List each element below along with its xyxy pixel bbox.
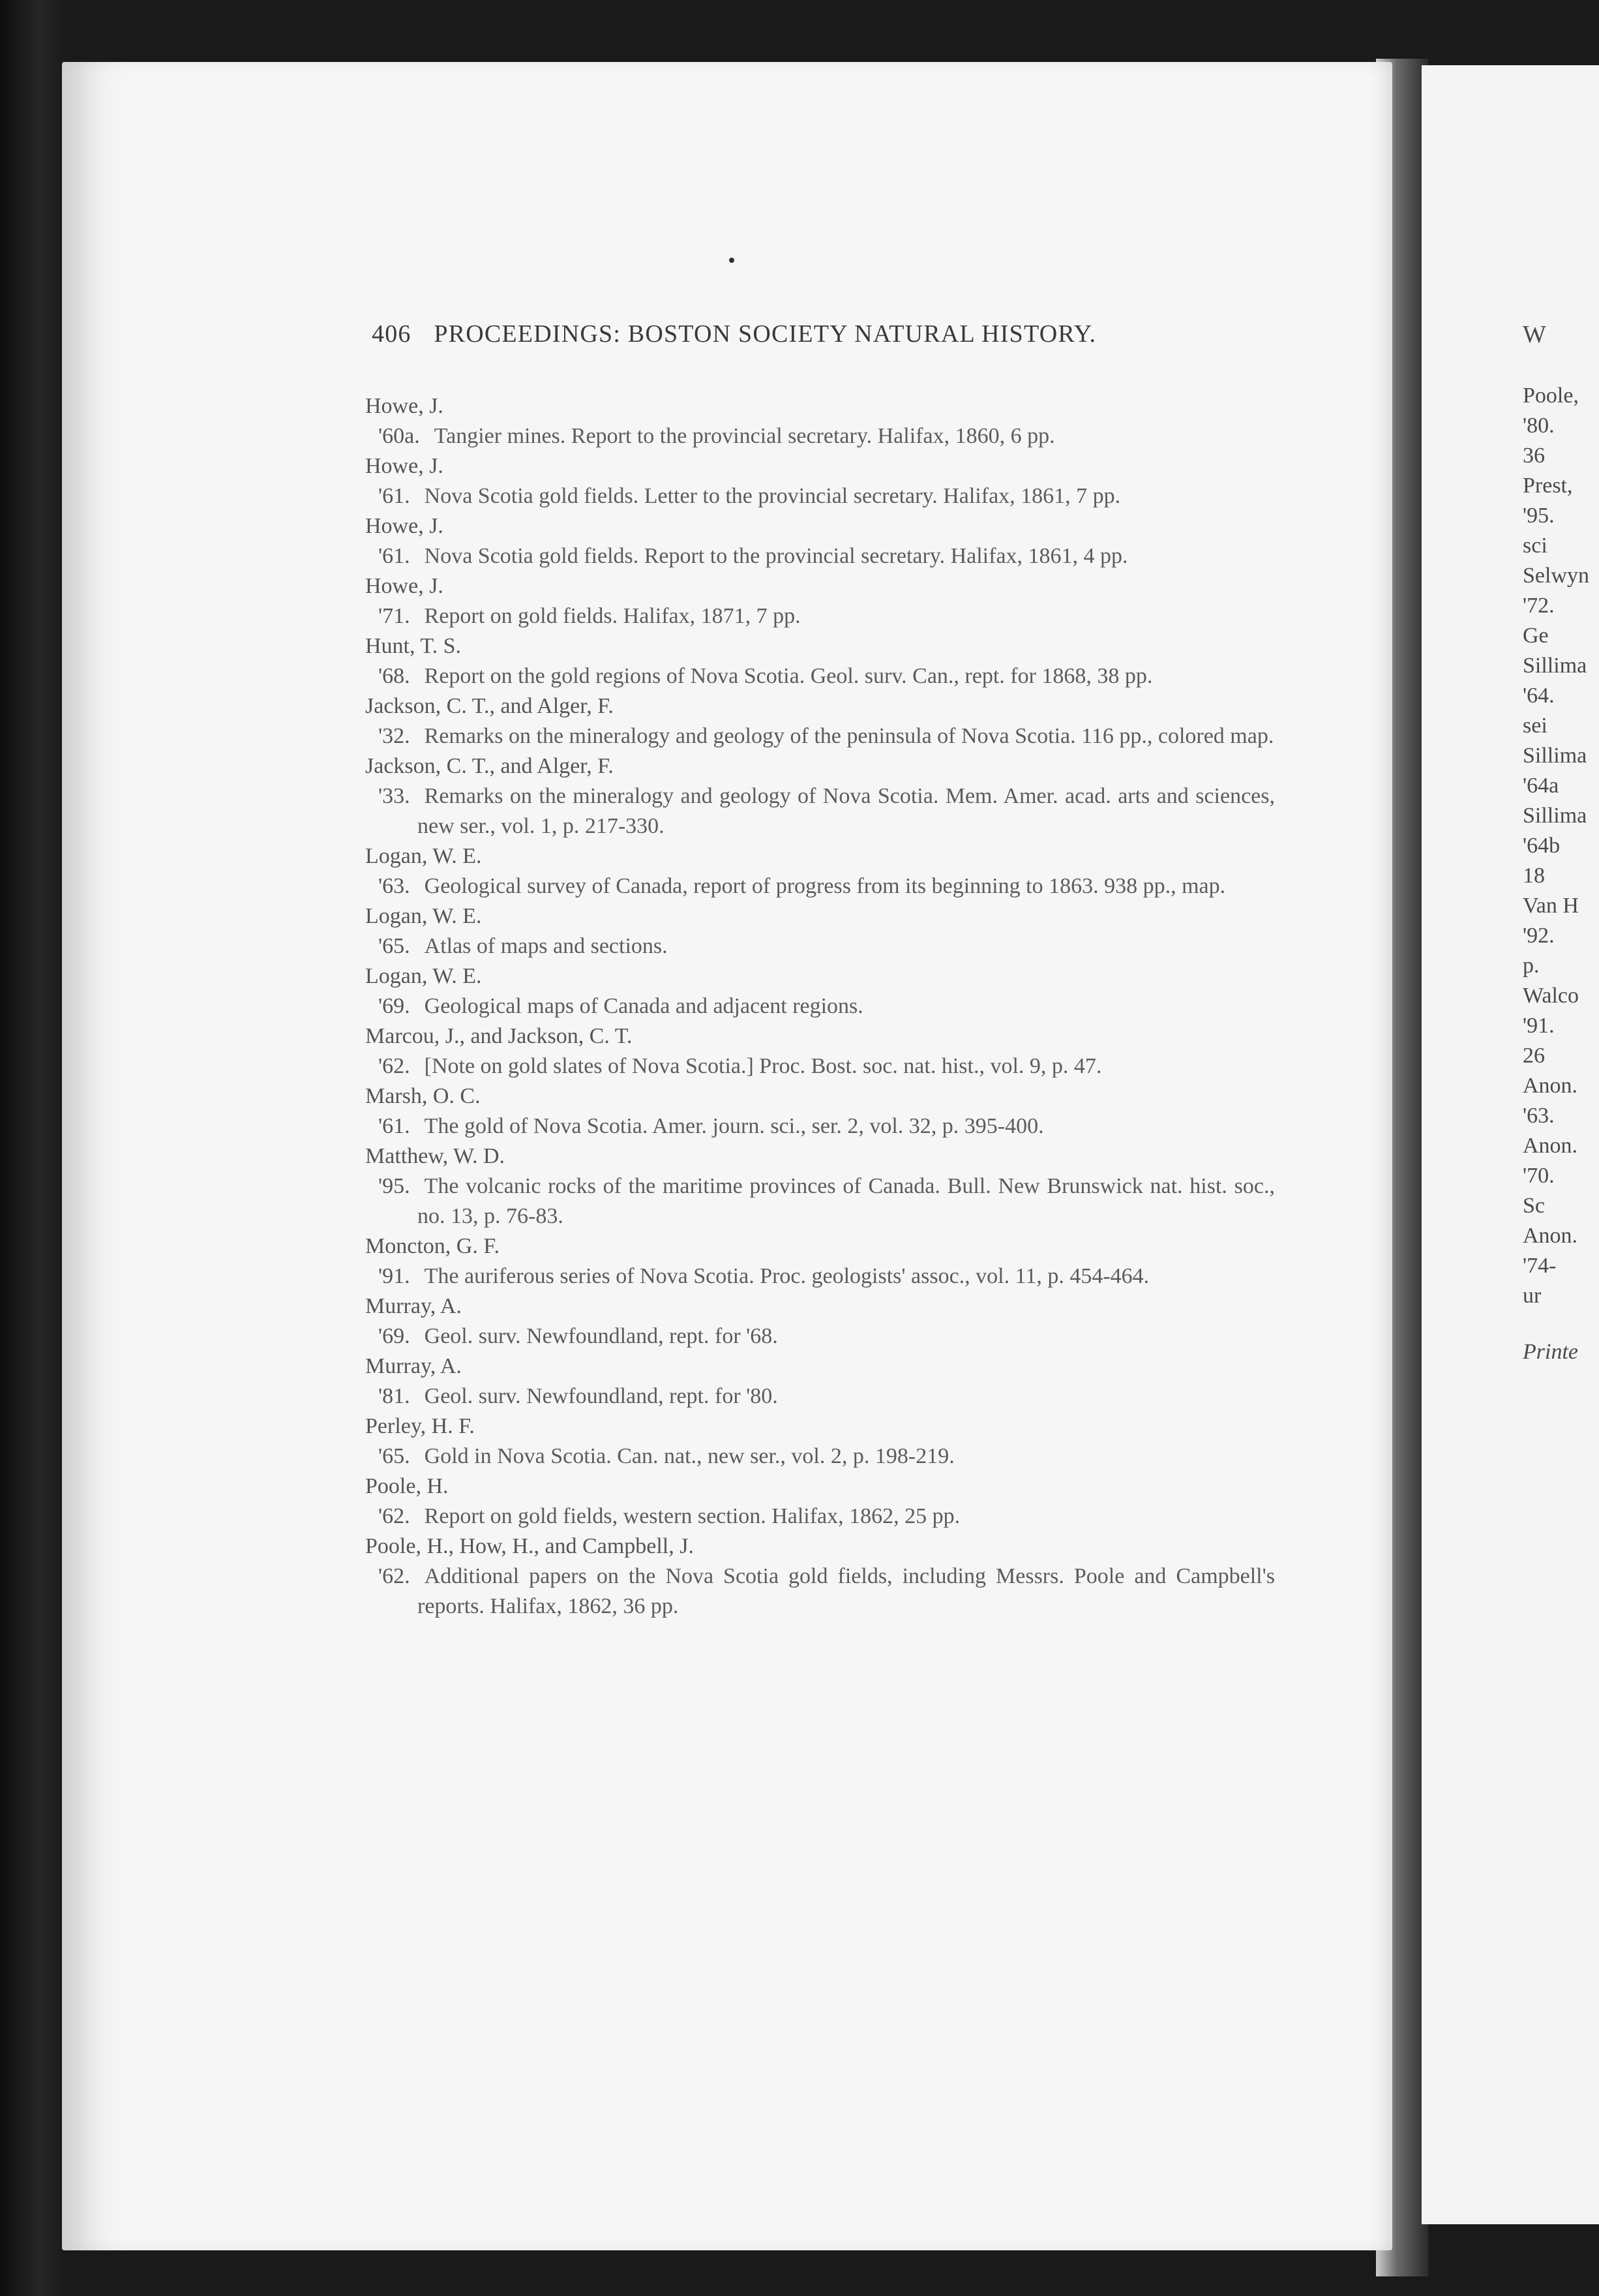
facing-page-text <box>1523 320 1599 1367</box>
entry-text: Geological maps of Canada and adjacent regions. <box>424 994 863 1018</box>
entry-reference <box>365 1562 1275 1622</box>
bibliography-entry <box>365 1412 1275 1472</box>
facing-page-line: '80. <box>1523 414 1555 438</box>
facing-page-line: Sc <box>1523 1194 1545 1218</box>
entry-year: '63. <box>378 874 410 898</box>
running-header <box>372 320 1285 348</box>
facing-page-line: Anon. <box>1523 1224 1578 1248</box>
entry-author: Howe, J. <box>365 514 443 538</box>
entry-author: Logan, W. E. <box>365 904 482 928</box>
facing-page-line: '64b <box>1523 834 1561 858</box>
entry-text: Report on gold fields, western section. Halifax, 1862, 25 pp. <box>424 1504 961 1528</box>
entry-author: Murray, A. <box>365 1354 462 1378</box>
facing-page-header: W <box>1523 321 1546 348</box>
entry-author: Jackson, C. T., and Alger, F. <box>365 694 614 718</box>
facing-page-line: '91. <box>1523 1014 1555 1038</box>
facing-page-line: p. <box>1523 954 1540 978</box>
bibliography-entry <box>365 571 1275 631</box>
facing-page-line: '70. <box>1523 1164 1555 1188</box>
entry-text: Geological survey of Canada, report of progress from its beginning to 1863. 938 pp., map. <box>424 874 1226 898</box>
page-number: 406 <box>372 320 411 348</box>
entry-reference <box>365 421 1275 451</box>
entry-text: Remarks on the mineralogy and geology of Nova Scotia. Mem. Amer. acad. arts and sciences, new ser., vol. 1, p. 217-330. <box>417 784 1275 838</box>
entry-year: '32. <box>378 724 410 748</box>
entry-year: '61. <box>378 1114 410 1138</box>
entry-reference <box>365 601 1275 631</box>
bibliography-entry <box>365 1352 1275 1412</box>
entry-reference <box>365 1382 1275 1412</box>
bibliography-list <box>365 391 1275 1622</box>
facing-page-line: Sillima <box>1523 654 1587 678</box>
entry-text: Tangier mines. Report to the provincial secretary. Halifax, 1860, 6 pp. <box>434 424 1055 448</box>
entry-author: Marcou, J., and Jackson, C. T. <box>365 1024 633 1048</box>
entry-text: The auriferous series of Nova Scotia. Proc. geologists' assoc., vol. 11, p. 454-464. <box>424 1264 1150 1288</box>
entry-text: Additional papers on the Nova Scotia gold fields, including Messrs. Poole and Campbell's reports. Halifax, 1862, 36 pp. <box>417 1564 1275 1618</box>
entry-reference <box>365 1051 1275 1081</box>
entry-reference <box>365 1442 1275 1472</box>
entry-text: The volcanic rocks of the maritime provinces of Canada. Bull. New Brunswick nat. hist. soc., no. 13, p. 76-83. <box>417 1174 1275 1228</box>
entry-text: Geol. surv. Newfoundland, rept. for '80. <box>424 1384 778 1408</box>
entry-reference <box>365 481 1275 511</box>
facing-page-line: Van H <box>1523 894 1579 918</box>
facing-page-line: '64a <box>1523 774 1559 798</box>
facing-page-line: 18 <box>1523 864 1545 888</box>
entry-year: '69. <box>378 1324 410 1348</box>
entry-author: Poole, H. <box>365 1474 449 1498</box>
entry-year: '65. <box>378 1444 410 1468</box>
bibliography-entry <box>365 751 1275 841</box>
facing-page-line: sei <box>1523 714 1547 738</box>
entry-year: '69. <box>378 994 410 1018</box>
entry-reference <box>365 1111 1275 1141</box>
entry-reference <box>365 1261 1275 1292</box>
bibliography-entry <box>365 511 1275 571</box>
facing-page-line: Poole, <box>1523 384 1579 408</box>
entry-author: Moncton, G. F. <box>365 1234 500 1258</box>
facing-page-line: Anon. <box>1523 1074 1578 1098</box>
entry-text: [Note on gold slates of Nova Scotia.] Proc. Bost. soc. nat. hist., vol. 9, p. 47. <box>424 1054 1102 1078</box>
entry-author: Howe, J. <box>365 454 443 478</box>
entry-year: '65. <box>378 934 410 958</box>
entry-text: Report on the gold regions of Nova Scotia. Geol. surv. Can., rept. for 1868, 38 pp. <box>424 664 1153 688</box>
entry-author: Matthew, W. D. <box>365 1144 505 1168</box>
entry-year: '60a. <box>378 424 420 448</box>
entry-author: Marsh, O. C. <box>365 1084 481 1108</box>
facing-page-line: Selwyn <box>1523 564 1589 588</box>
entry-text: Atlas of maps and sections. <box>424 934 668 958</box>
facing-page-line: '64. <box>1523 684 1555 708</box>
facing-page-line: '95. <box>1523 504 1555 528</box>
entry-year: '81. <box>378 1384 410 1408</box>
entry-year: '62. <box>378 1054 410 1078</box>
entry-text: The gold of Nova Scotia. Amer. journ. sci., ser. 2, vol. 32, p. 395-400. <box>424 1114 1044 1138</box>
entry-year: '33. <box>378 784 410 808</box>
entry-text: Geol. surv. Newfoundland, rept. for '68. <box>424 1324 778 1348</box>
entry-year: '62. <box>378 1504 410 1528</box>
running-title: PROCEEDINGS: BOSTON SOCIETY NATURAL HISTORY. <box>434 320 1097 348</box>
facing-page-line: sci <box>1523 534 1547 558</box>
bibliography-entry <box>365 391 1275 451</box>
entry-reference <box>365 1171 1275 1231</box>
facing-page-line: Sillima <box>1523 804 1587 828</box>
facing-page-line: Prest, <box>1523 474 1573 498</box>
bibliography-entry <box>365 1081 1275 1141</box>
entry-author: Hunt, T. S. <box>365 634 462 658</box>
entry-year: '95. <box>378 1174 410 1198</box>
bibliography-entry <box>365 961 1275 1021</box>
bibliography-entry <box>365 1021 1275 1081</box>
entry-year: '62. <box>378 1564 410 1588</box>
entry-year: '61. <box>378 544 410 568</box>
entry-reference <box>365 541 1275 571</box>
facing-page-line: Ge <box>1523 624 1549 648</box>
entry-reference <box>365 871 1275 901</box>
facing-page-line: 26 <box>1523 1044 1545 1068</box>
facing-page-line: '92. <box>1523 924 1555 948</box>
ink-speck <box>729 258 734 263</box>
facing-page-line: Sillima <box>1523 744 1587 768</box>
facing-page-lines <box>1523 381 1599 1311</box>
bibliography-entry <box>365 841 1275 901</box>
facing-page-line: ur <box>1523 1284 1542 1308</box>
facing-page-line: 36 <box>1523 444 1545 468</box>
entry-author: Howe, J. <box>365 394 443 418</box>
entry-reference <box>365 1502 1275 1532</box>
bibliography-entry <box>365 1292 1275 1352</box>
entry-reference <box>365 991 1275 1021</box>
entry-author: Logan, W. E. <box>365 964 482 988</box>
facing-page-printer-line: Printe <box>1523 1340 1578 1364</box>
entry-year: '71. <box>378 604 410 628</box>
entry-author: Perley, H. F. <box>365 1414 475 1438</box>
bibliography-entry <box>365 901 1275 961</box>
entry-text: Report on gold fields. Halifax, 1871, 7 pp. <box>424 604 801 628</box>
bibliography-entry <box>365 1141 1275 1231</box>
facing-page-line: Anon. <box>1523 1134 1578 1158</box>
entry-text: Gold in Nova Scotia. Can. nat., new ser., vol. 2, p. 198-219. <box>424 1444 955 1468</box>
entry-reference <box>365 781 1275 841</box>
bibliography-entry <box>365 631 1275 691</box>
entry-reference <box>365 931 1275 961</box>
bibliography-entry <box>365 1472 1275 1532</box>
entry-author: Jackson, C. T., and Alger, F. <box>365 754 614 778</box>
entry-text: Nova Scotia gold fields. Report to the provincial secretary. Halifax, 1861, 4 pp. <box>424 544 1128 568</box>
entry-year: '61. <box>378 484 410 508</box>
entry-reference <box>365 721 1275 751</box>
bibliography-entry <box>365 1532 1275 1622</box>
facing-page-line: '74- <box>1523 1254 1557 1278</box>
facing-page-line: '72. <box>1523 594 1555 618</box>
entry-author: Poole, H., How, H., and Campbell, J. <box>365 1534 694 1558</box>
entry-year: '91. <box>378 1264 410 1288</box>
entry-author: Howe, J. <box>365 574 443 598</box>
facing-page-line: '63. <box>1523 1104 1555 1128</box>
entry-year: '68. <box>378 664 410 688</box>
bibliography-entry <box>365 1231 1275 1292</box>
bibliography-entry <box>365 691 1275 751</box>
bibliography-entry <box>365 451 1275 511</box>
entry-author: Murray, A. <box>365 1294 462 1318</box>
entry-reference <box>365 661 1275 691</box>
entry-author: Logan, W. E. <box>365 844 482 868</box>
entry-reference <box>365 1322 1275 1352</box>
facing-page-line: Walco <box>1523 984 1579 1008</box>
entry-text: Nova Scotia gold fields. Letter to the provincial secretary. Halifax, 1861, 7 pp. <box>424 484 1121 508</box>
entry-text: Remarks on the mineralogy and geology of the peninsula of Nova Scotia. 116 pp., colored map. <box>424 724 1274 748</box>
